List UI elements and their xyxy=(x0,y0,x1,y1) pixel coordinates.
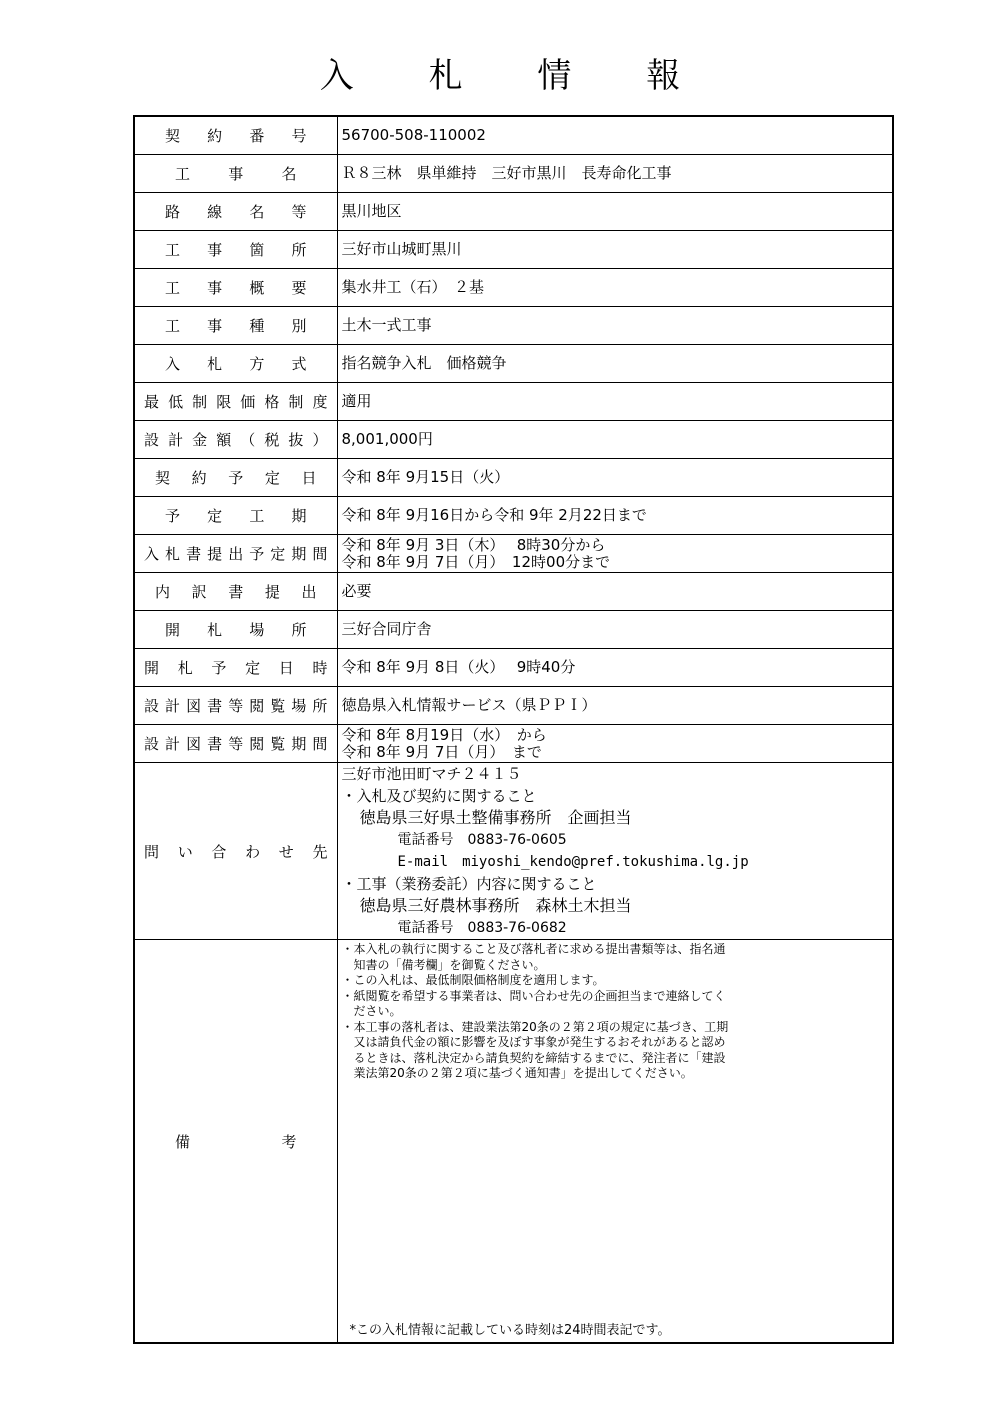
row2-1-value: 三好合同庁舎 xyxy=(337,611,893,649)
table-row xyxy=(134,649,893,687)
contact-section1: ・入札及び契約に関すること xyxy=(341,787,537,805)
table-row xyxy=(134,307,893,345)
row-4-value: 集水井工（石） ２基 xyxy=(337,269,893,307)
table-row xyxy=(134,231,893,269)
row-0-label: 契 約 番 号 xyxy=(134,116,337,155)
remarks-value xyxy=(337,940,893,1344)
remark-line: るときは、落札決定から請負契約を締結するまでに、発注者に「建設 xyxy=(353,1050,726,1065)
remark-line: ・本入札の執行に関すること及び落札者に求める提出書類等は、指名通 xyxy=(341,942,726,956)
remark-line: 業法第20条の２第２項に基づく通知書」を提出してください。 xyxy=(353,1066,693,1080)
row-1-label: 工 事 名 xyxy=(134,155,337,193)
row-2-label: 路 線 名 等 xyxy=(134,193,337,231)
row-9-label: 契 約 予 定 日 xyxy=(134,459,337,497)
table-row xyxy=(134,269,893,307)
table-row xyxy=(134,421,893,459)
row-4-label: 工 事 概 要 xyxy=(134,269,337,307)
view-period-value: 令和 8年 8月19日（水） から 令和 8年 9月 7日（月） まで xyxy=(337,725,893,763)
row-10-value: 令和 8年 9月16日から令和 9年 2月22日まで xyxy=(337,497,893,535)
row2-0-value: 必要 xyxy=(337,573,893,611)
row2-2-label: 開 札 予 定 日 時 xyxy=(134,649,337,687)
table-row xyxy=(134,155,893,193)
row-3-label: 工 事 箇 所 xyxy=(134,231,337,269)
row-5-value: 土木一式工事 xyxy=(337,307,893,345)
table-row xyxy=(134,116,893,155)
remark-line: ・この入札は、最低制限価格制度を適用します。 xyxy=(341,973,605,987)
table-row xyxy=(134,573,893,611)
remarks-footnote: *この入札情報に記載している時刻は24時間表記です。 xyxy=(349,1322,671,1338)
remark-line: ださい。 xyxy=(353,1004,402,1018)
contact-tel2: 電話番号 0883-76-0682 xyxy=(397,920,567,936)
contact-email: E-mail miyoshi_kendo@pref.tokushima.lg.jp xyxy=(397,854,749,870)
row-8-label: 設 計 金 額 （ 税 抜 ） xyxy=(134,421,337,459)
remark-line: 又は請負代金の額に影響を及ぼす事象が発生するおそれがあると認め xyxy=(353,1035,726,1049)
row-6-label: 入 札 方 式 xyxy=(134,345,337,383)
row2-1-label: 開 札 場 所 xyxy=(134,611,337,649)
row2-3-value: 徳島県入札情報サービス（県ＰＰＩ） xyxy=(337,687,893,725)
bid-period-value: 令和 8年 9月 3日（木） 8時30分から 令和 8年 9月 7日（月） 12時00分まで xyxy=(337,535,893,573)
row-7-value: 適用 xyxy=(337,383,893,421)
table-row xyxy=(134,687,893,725)
table-row xyxy=(134,725,893,763)
contact-tel1: 電話番号 0883-76-0605 xyxy=(397,832,567,848)
row-8-value: 8,001,000円 xyxy=(337,421,893,459)
remarks-label: 備 考 xyxy=(134,940,337,1344)
table-row xyxy=(134,611,893,649)
table-row xyxy=(134,459,893,497)
contact-address: 三好市池田町マチ２４１５ xyxy=(341,765,522,783)
remark-line: ・紙閲覧を希望する事業者は、問い合わせ先の企画担当まで連絡してく xyxy=(341,988,726,1003)
remark-line: 知書の「備考欄」を御覧ください。 xyxy=(353,957,546,972)
row-0-value: 56700-508-110002 xyxy=(337,116,893,155)
row-10-label: 予 定 工 期 xyxy=(134,497,337,535)
table-row xyxy=(134,345,893,383)
row2-0-label: 内 訳 書 提 出 xyxy=(134,573,337,611)
row2-3-label: 設 計 図 書 等 閲 覧 場 所 xyxy=(134,687,337,725)
row-7-label: 最 低 制 限 価 格 制 度 xyxy=(134,383,337,421)
row-1-value: Ｒ８三林 県単維持 三好市黒川 長寿命化工事 xyxy=(337,155,893,193)
bid-period-label: 入 札 書 提 出 予 定 期 間 xyxy=(134,535,337,573)
row2-2-value: 令和 8年 9月 8日（火） 9時40分 xyxy=(337,649,893,687)
bid-info-table xyxy=(133,115,894,1344)
contact-label: 問 い 合 わ せ 先 xyxy=(134,763,337,940)
table-row xyxy=(134,193,893,231)
table-row xyxy=(134,383,893,421)
contact-office2: 徳島県三好農林事務所 森林土木担当 xyxy=(359,896,632,915)
table-row xyxy=(134,763,893,940)
table-row xyxy=(134,535,893,573)
row-9-value: 令和 8年 9月15日（火） xyxy=(337,459,893,497)
row-3-value: 三好市山城町黒川 xyxy=(337,231,893,269)
contact-value xyxy=(337,763,893,940)
table-row xyxy=(134,940,893,1344)
row-2-value: 黒川地区 xyxy=(337,193,893,231)
row-5-label: 工 事 種 別 xyxy=(134,307,337,345)
row-6-value: 指名競争入札 価格競争 xyxy=(337,345,893,383)
remark-line: ・本工事の落札者は、建設業法第20条の２第２項の規定に基づき、工期 xyxy=(341,1019,729,1034)
contact-office1: 徳島県三好県土整備事務所 企画担当 xyxy=(359,808,632,827)
contact-section2: ・工事（業務委託）内容に関すること xyxy=(341,875,597,893)
view-period-label: 設 計 図 書 等 閲 覧 期 間 xyxy=(134,725,337,763)
page-title: 入 札 情 報 xyxy=(319,56,713,96)
table-row xyxy=(134,497,893,535)
